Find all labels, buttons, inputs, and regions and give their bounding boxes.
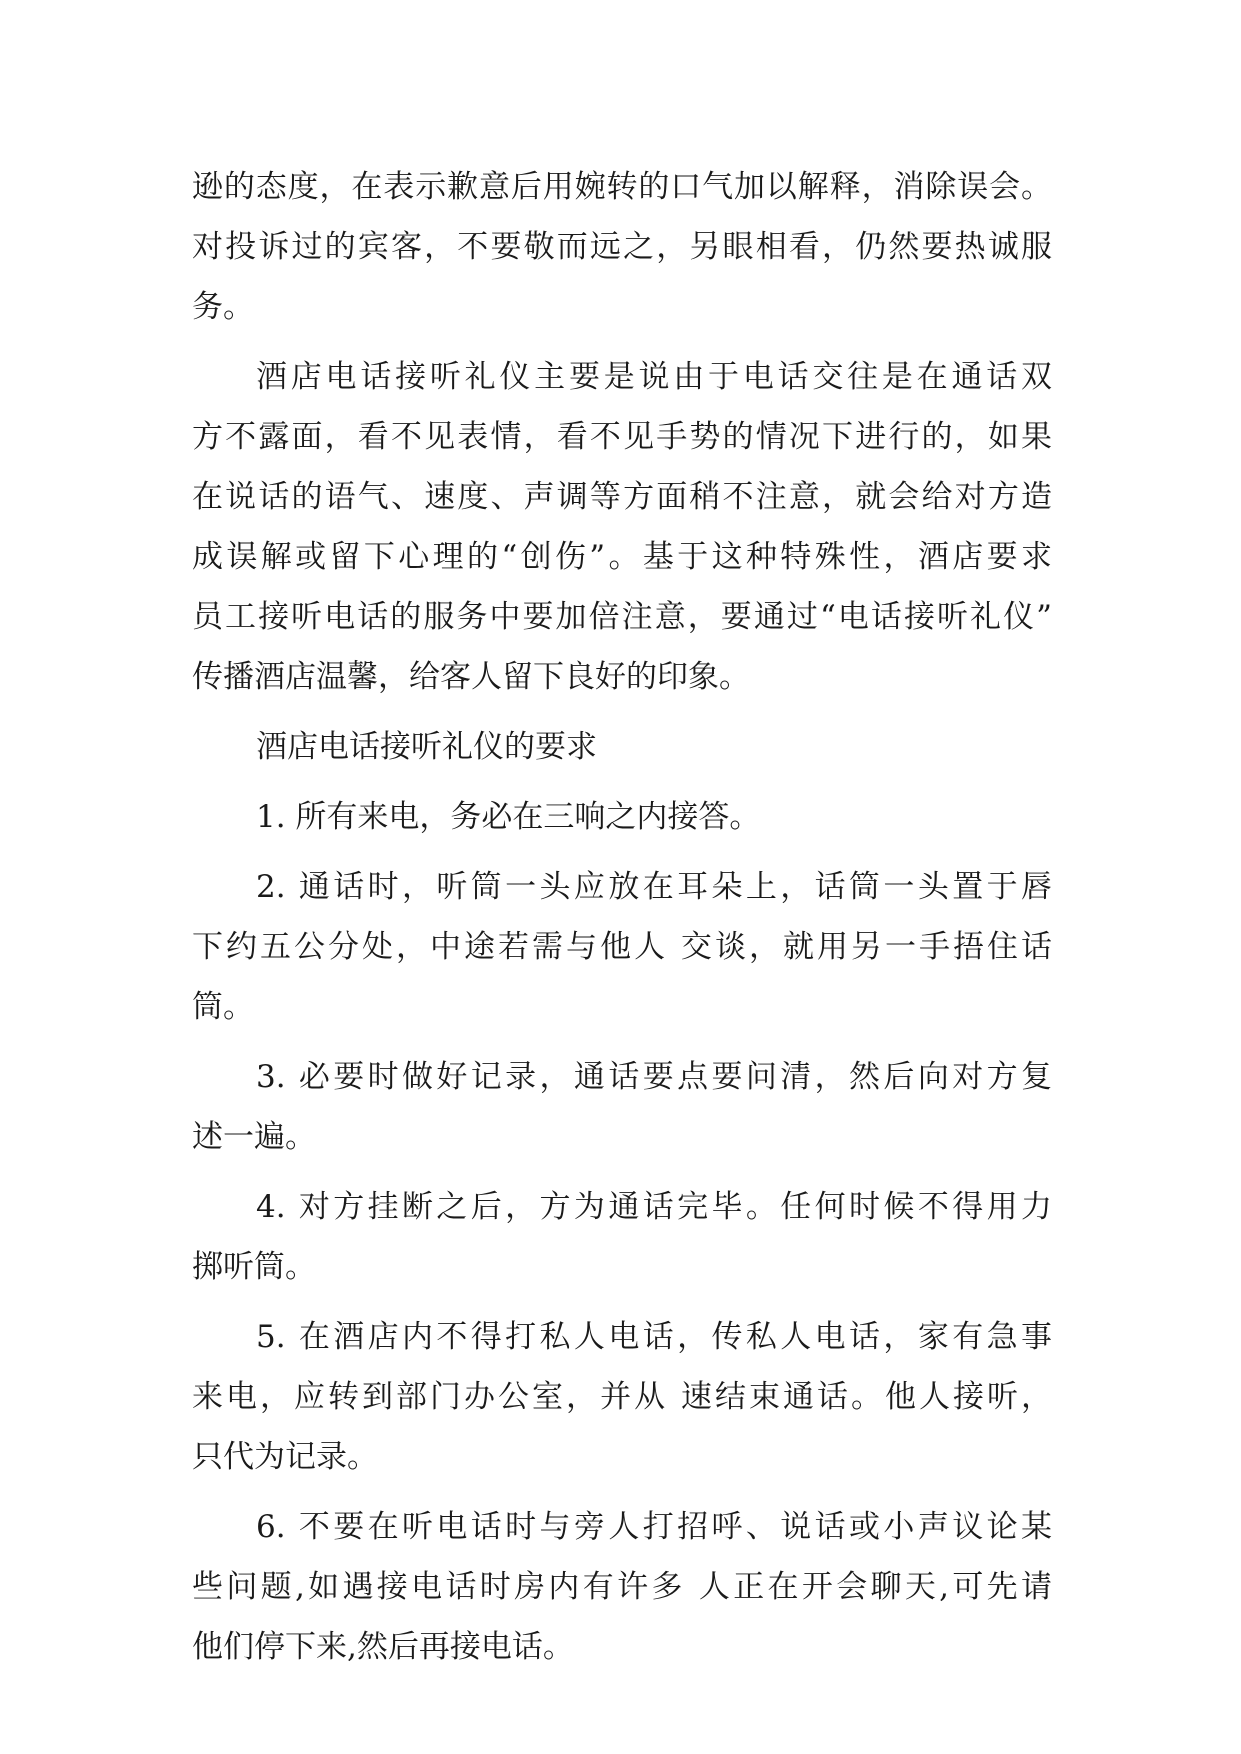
- text-line: 方不露面，看不见表情，看不见手势的情况下进行的，如果: [192, 419, 1052, 455]
- text-line: 4. 对方挂断之后，方为通话完毕。任何时候不得用力: [256, 1189, 1052, 1225]
- text-line: 传播酒店温馨，给客人留下良好的印象。: [192, 659, 750, 695]
- list-item: [192, 1497, 1052, 1677]
- text-line: 逊的态度，在表示歉意后用婉转的口气加以解释，消除误会。: [192, 169, 1052, 205]
- text-line: 3. 必要时做好记录，通话要点要问清，然后向对方复: [256, 1059, 1052, 1095]
- list-item: [192, 1177, 1052, 1297]
- text-line: 来电，应转到部门办公室，并从 速结束通话。他人接听，: [192, 1379, 1052, 1415]
- text-line: 只代为记录。: [192, 1439, 378, 1475]
- list-item: [192, 787, 1052, 847]
- text-line: 成误解或留下心理的“创伤”。基于这种特殊性，酒店要求: [192, 539, 1052, 575]
- list-item: [192, 857, 1052, 1037]
- body-text: [192, 157, 1052, 1677]
- section-heading: [192, 717, 1052, 777]
- text-line: 下约五公分处，中途若需与他人 交谈，就用另一手捂住话: [192, 929, 1052, 965]
- text-line: 他们停下来,然后再接电话。: [192, 1629, 574, 1665]
- paragraph: [192, 347, 1052, 707]
- text-line: 5. 在酒店内不得打私人电话，传私人电话，家有急事: [256, 1319, 1052, 1355]
- list-item: [192, 1307, 1052, 1487]
- list-item: [192, 1047, 1052, 1167]
- text-line: 酒店电话接听礼仪的要求: [256, 729, 597, 765]
- text-line: 对投诉过的宾客，不要敬而远之，另眼相看，仍然要热诚服: [192, 229, 1052, 265]
- text-line: 些问题,如遇接电话时房内有许多 人正在开会聊天,可先请: [192, 1569, 1052, 1605]
- text-line: 员工接听电话的服务中要加倍注意，要通过“电话接听礼仪”: [192, 599, 1052, 635]
- text-line: 6. 不要在听电话时与旁人打招呼、说话或小声议论某: [256, 1509, 1052, 1545]
- text-line: 务。: [192, 289, 254, 325]
- text-line: 掷听筒。: [192, 1249, 316, 1285]
- text-line: 1. 所有来电，务必在三响之内接答。: [256, 799, 761, 835]
- text-line: 酒店电话接听礼仪主要是说由于电话交往是在通话双: [256, 359, 1052, 395]
- text-line: 在说话的语气、速度、声调等方面稍不注意，就会给对方造: [192, 479, 1052, 515]
- text-line: 2. 通话时，听筒一头应放在耳朵上，话筒一头置于唇: [256, 869, 1052, 905]
- text-line: 筒。: [192, 989, 254, 1025]
- paragraph: [192, 157, 1052, 337]
- text-line: 述一遍。: [192, 1119, 316, 1155]
